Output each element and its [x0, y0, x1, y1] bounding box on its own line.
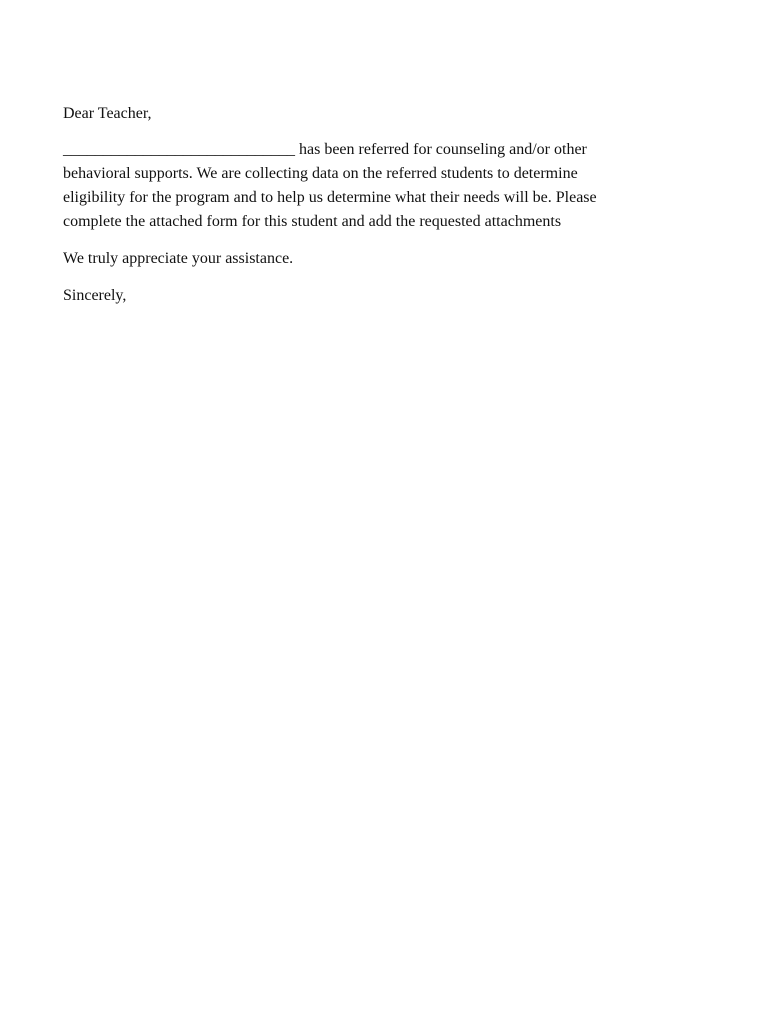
letter-appreciation: We truly appreciate your assistance.: [63, 250, 294, 267]
letter-content: [63, 102, 703, 308]
letter-body: _____________________________ has been referred for counseling and/or other behavioral supports. We are collecting data on the referred students to determine eligibility for the program and to help us determine what their needs will be. Please complete the attached form for this student and add the requested attachments: [63, 141, 597, 230]
letter-closing: Sincerely,: [63, 287, 127, 304]
letter-greeting: Dear Teacher,: [63, 105, 152, 122]
